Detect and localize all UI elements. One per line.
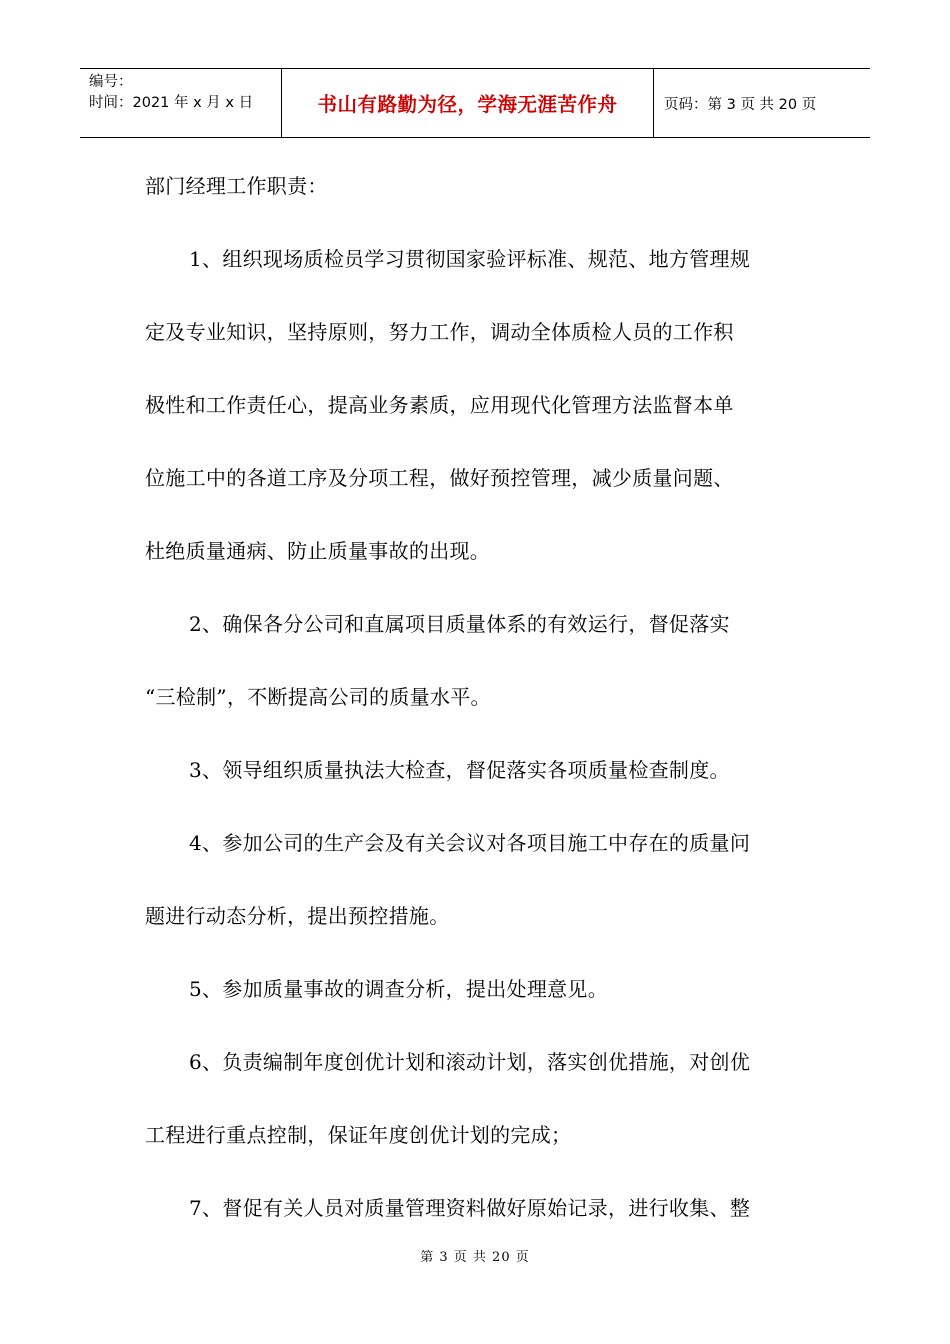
- paragraph-line: 杜绝质量通病、防止质量事故的出现。: [145, 539, 491, 563]
- section-heading: 部门经理工作职责：: [145, 174, 328, 198]
- paragraph-line: 1、组织现场质检员学习贯彻国家验评标准、规范、地方管理规: [189, 247, 751, 271]
- paragraph-line: 3、领导组织质量执法大检查，督促落实各项质量检查制度。: [189, 758, 730, 782]
- paragraph-line: 5、参加质量事故的调查分析，提出处理意见。: [189, 977, 609, 1001]
- paragraph-line: 工程进行重点控制，保证年度创优计划的完成；: [145, 1123, 572, 1147]
- paragraph-line: 2、确保各分公司和直属项目质量体系的有效运行，督促落实: [189, 612, 730, 636]
- paragraph-line: 7、督促有关人员对质量管理资料做好原始记录，进行收集、整: [189, 1196, 751, 1220]
- document-date-label: 时间：2021 年 x 月 x 日: [89, 95, 254, 111]
- page-footer: 第 3 页 共 20 页: [420, 1250, 530, 1265]
- paragraph-line: 题进行动态分析，提出预控措施。: [145, 904, 450, 928]
- document-body: [145, 163, 810, 1258]
- document-number-label: 编号：: [89, 74, 133, 90]
- paragraph-line: 4、参加公司的生产会及有关会议对各项目施工中存在的质量问: [189, 831, 751, 855]
- header-page-info: 页码：第 3 页 共 20 页: [664, 96, 817, 113]
- paragraph-line: 6、负责编制年度创优计划和滚动计划，落实创优措施，对创优: [189, 1050, 751, 1074]
- paragraph-line: 极性和工作责任心，提高业务素质，应用现代化管理方法监督本单: [145, 393, 734, 417]
- paragraph-line: 位施工中的各道工序及分项工程，做好预控管理，减少质量问题、: [145, 466, 734, 490]
- page-header: [80, 68, 870, 138]
- paragraph-line: 定及专业知识，坚持原则，努力工作，调动全体质检人员的工作积: [145, 320, 734, 344]
- header-motto: 书山有路勤为径，学海无涯苦作舟: [282, 69, 654, 137]
- header-meta: [80, 69, 282, 137]
- paragraph-line: “三检制”，不断提高公司的质量水平。: [145, 685, 491, 709]
